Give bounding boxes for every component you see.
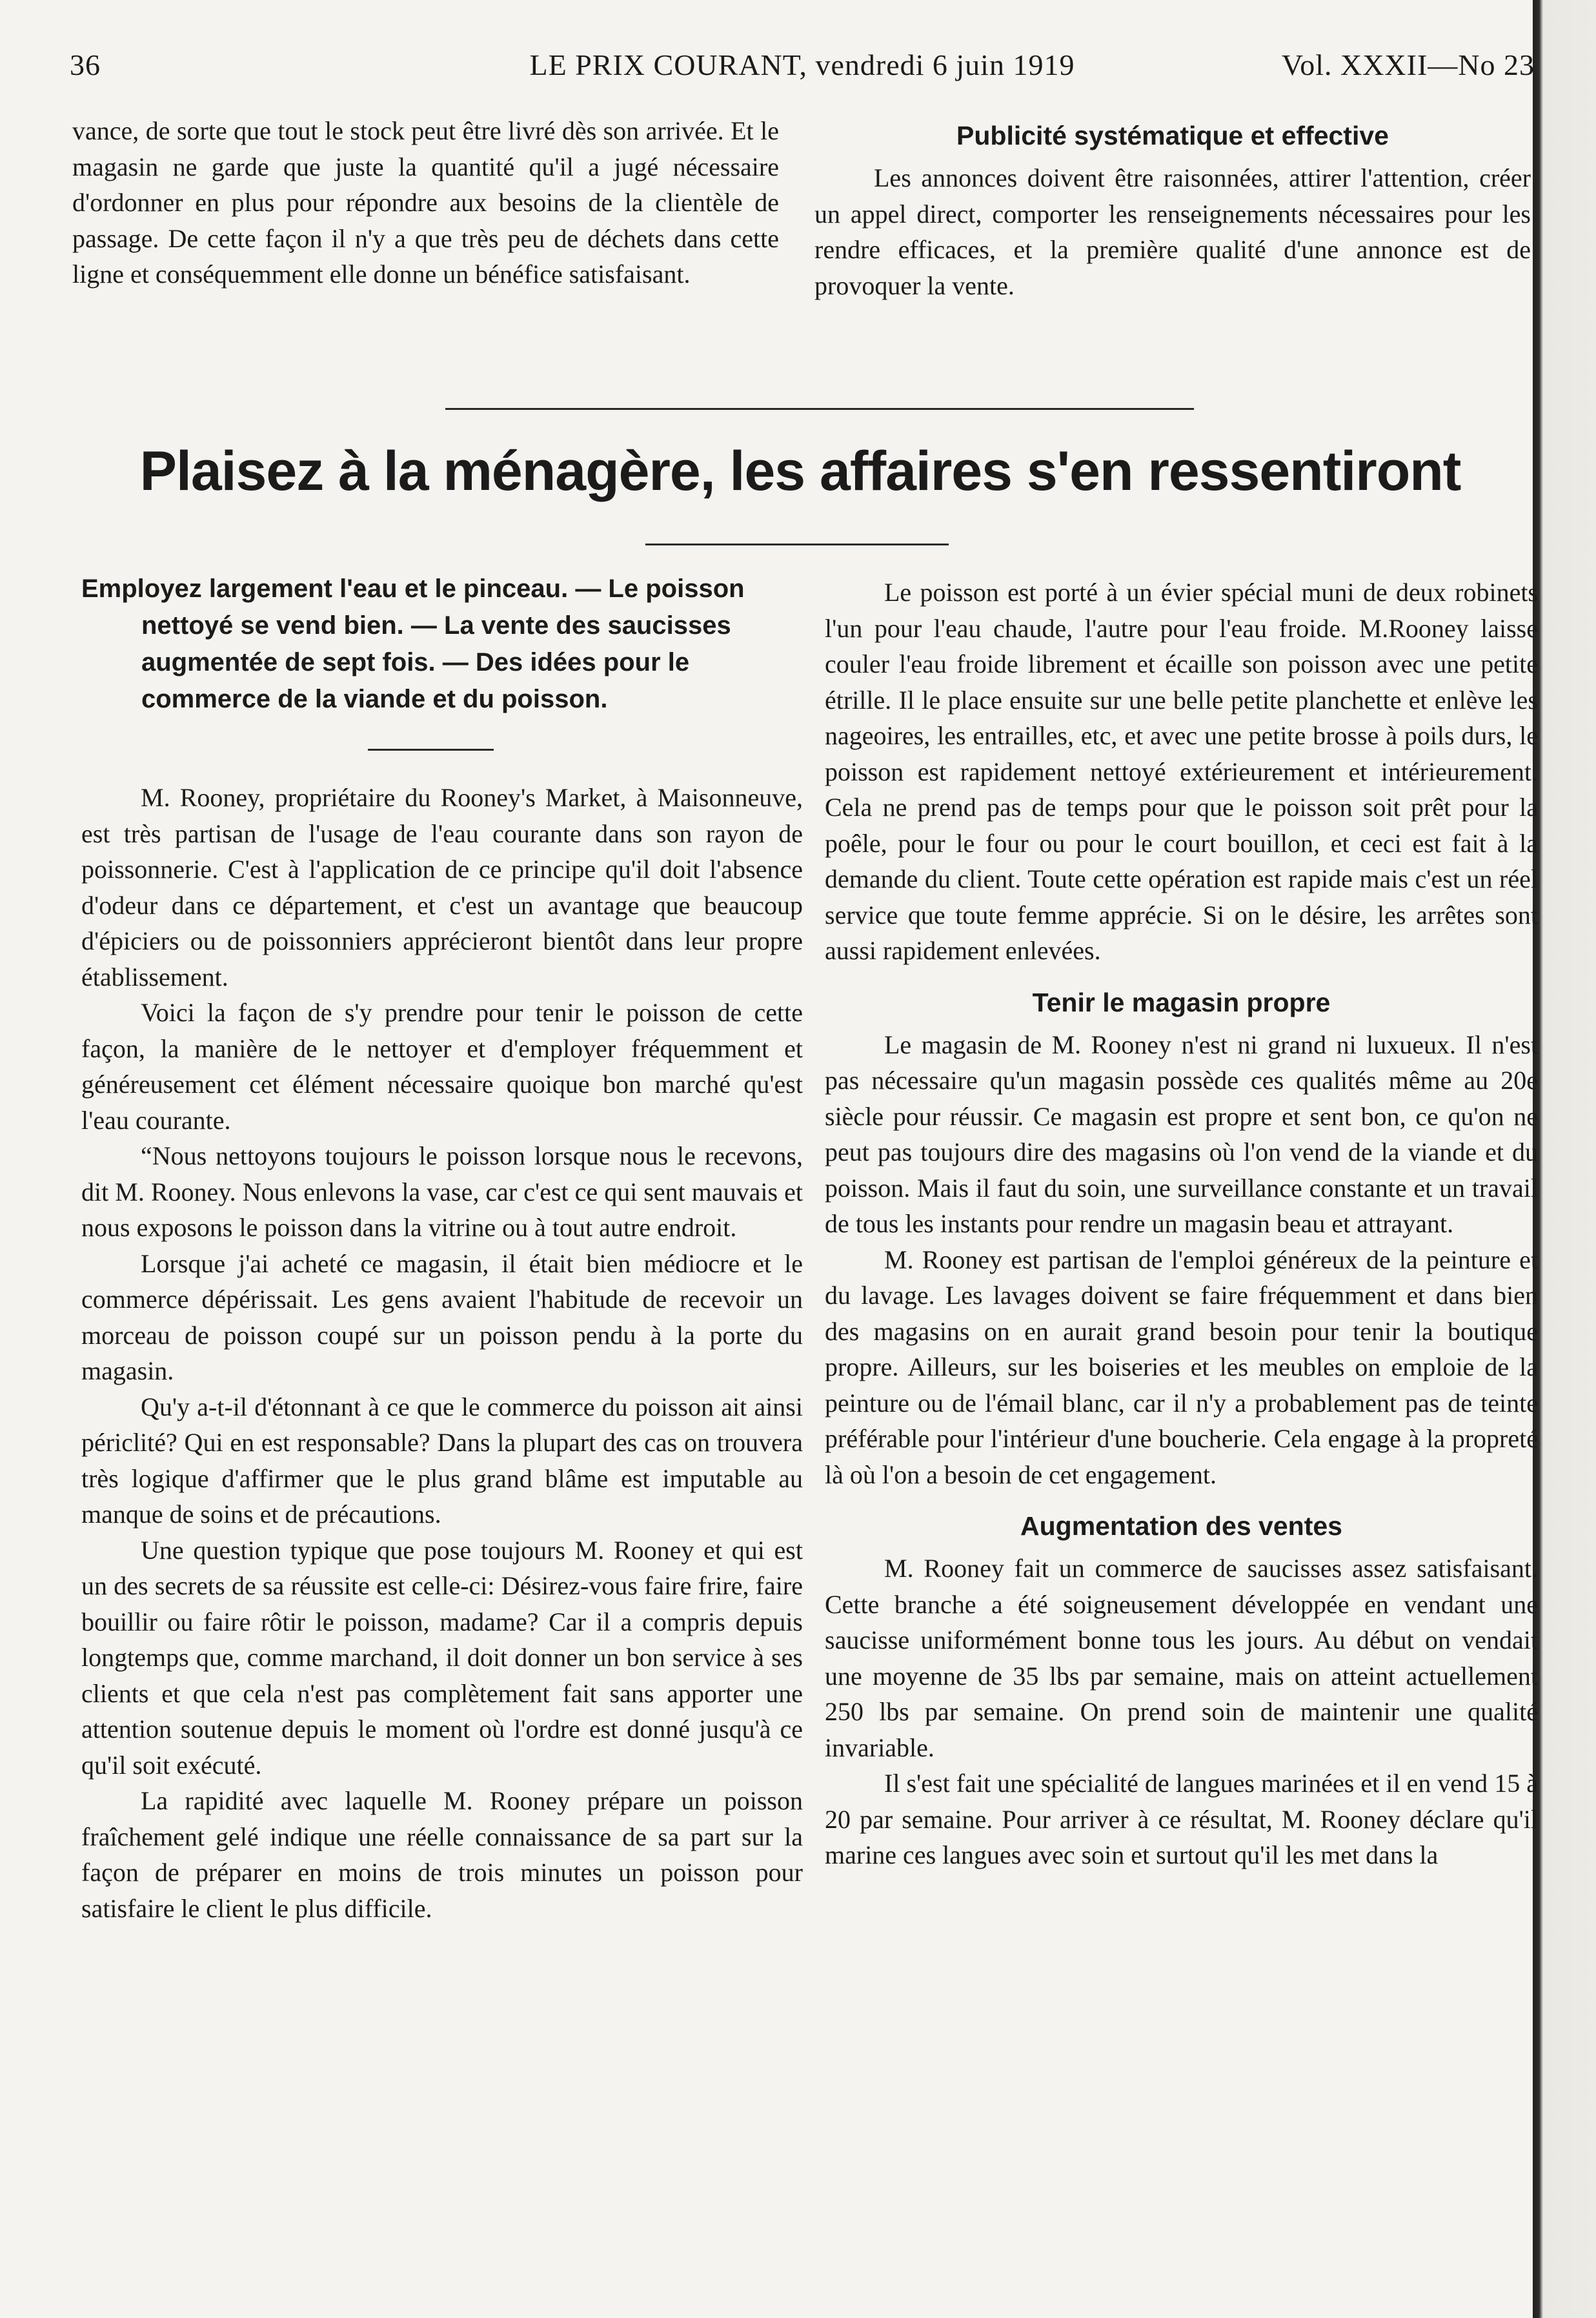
advertising-paragraph: Les annonces doivent être raisonnées, attirer l'attention, créer un appel direct, comporter les renseignements nécessaires pour les rendre efficaces, et la première qualité d'une annonce est de provoquer la vente.	[814, 163, 1531, 300]
body-paragraph: Qu'y a-t-il d'étonnant à ce que le commerce du poisson ait ainsi périclité? Qui en est responsable? Dans la plupart des cas on trouvera très logique d'affirmer que le plus grand blâme est imputable au manque de soins et de précautions.	[81, 1392, 803, 1529]
body-paragraph: M. Rooney est partisan de l'emploi généreux de la peinture et du lavage. Les lavages doivent se faire fréquemment et dans bien des magasins on en aurait grand besoin pour tenir la boutique propre. Ailleurs, sur les boiseries et les meubles on emploie de la peinture ou de l'émail blanc, car il n'y a probablement pas de teinte préférable pour l'intérieur d'une boucherie. Cela engage à la propreté là où l'on a besoin de cet engagement.	[825, 1245, 1538, 1489]
article-left-column	[81, 780, 803, 1926]
article-right-column	[825, 574, 1538, 1873]
article-headline: Plaisez à la ménagère, les affaires s'en ressentiront	[139, 440, 1461, 502]
headline-underline-rule	[645, 544, 949, 545]
body-paragraph: Lorsque j'ai acheté ce magasin, il était bien médiocre et le commerce dépérissait. Les gens avaient l'habitude de recevoir un morceau de poisson coupé sur un poisson pendu à la porte du magasin.	[81, 1248, 803, 1385]
advertising-column	[814, 116, 1531, 303]
continued-text-column	[72, 113, 779, 292]
body-paragraph: M. Rooney fait un commerce de saucisses assez satisfaisant. Cette branche a été soigneusement développée en vendant une saucisse uniformément bonne tous les jours. Au début on vendait une moyenne de 35 lbs par semaine, mais on atteint actuellement 250 lbs par semaine. On prend soin de maintenir une qualité invariable.	[825, 1554, 1538, 1762]
scan-edge-strip	[1533, 0, 1596, 2318]
continued-paragraph: vance, de sorte que tout le stock peut être livré dès son arrivée. Et le magasin ne garde que juste la quantité qu'il a jugé nécessaire d'ordonner en plus pour répondre aux besoins de la clientèle de passage. De cette façon il n'y a que très peu de déchets dans cette ligne et conséquemment elle donne un bénéfice satisfaisant.	[72, 116, 779, 289]
article-deck	[81, 571, 801, 718]
publication-line: LE PRIX COURANT, vendredi 6 juin 1919	[529, 48, 1075, 81]
deck-summary: Employez largement l'eau et le pinceau. — Le poisson nettoyé se vend bien. — La vente des saucisses augmentée de sept fois. — Des idées pour le commerce de la viande et du poisson.	[81, 574, 745, 713]
body-paragraph: Voici la façon de s'y prendre pour tenir le poisson de cette façon, la manière de le nettoyer et d'employer fréquemment et généreusement cet élément nécessaire quoique bon marché qu'est l'eau courante.	[81, 998, 803, 1135]
page-number: 36	[70, 48, 101, 81]
section-divider-rule	[445, 408, 1194, 410]
body-paragraph: M. Rooney, propriétaire du Rooney's Market, à Maisonneuve, est très partisan de l'usage de l'eau courante dans son rayon de poissonnerie. C'est à l'application de ce principe qu'il doit l'absence d'odeur dans ce département, et c'est un avantage que beaucoup d'épiciers ou de poissonniers apprécieront bientôt dans leur propre établissement.	[81, 783, 803, 991]
advertising-heading: Publicité systématique et effective	[956, 121, 1389, 150]
body-paragraph: Une question typique que pose toujours M. Rooney et qui est un des secrets de sa réussite est celle-ci: Désirez-vous faire frire, faire bouillir ou faire rôtir le poisson, madame? Car il a compris depuis longtemps que, comme marchand, il doit donner un bon service à ses clients et que cela n'est pas complètement fait sans apporter une attention soutenue depuis le moment où l'ordre est donné jusqu'à ce qu'il soit exécuté.	[81, 1535, 803, 1780]
body-paragraph: “Nous nettoyons toujours le poisson lorsque nous le recevons, dit M. Rooney. Nous enlevons la vase, car c'est ce qui sent mauvais et nous exposons le poisson dans la vitrine ou à tout autre endroit.	[81, 1141, 803, 1242]
volume-number: Vol. XXXII—No 23	[1281, 48, 1535, 81]
deck-short-rule	[368, 749, 494, 751]
body-paragraph: La rapidité avec laquelle M. Rooney prépare un poisson fraîchement gelé indique une réelle connaissance de sa part sur la façon de préparer en moins de trois minutes un poisson pour satisfaire le client le plus difficile.	[81, 1786, 803, 1923]
body-paragraph: Le magasin de M. Rooney n'est ni grand ni luxueux. Il n'est pas nécessaire qu'un magasin possède ces qualités même au 20e siècle pour réussir. Ce magasin est propre et sent bon, ce qu'on ne peut pas toujours dire des magasins où l'on vend de la viande et du poisson. Mais il faut du soin, une surveillance constante et un travail de tous les instants pour rendre un magasin beau et attrayant.	[825, 1030, 1538, 1238]
body-paragraph: Le poisson est porté à un évier spécial muni de deux robinets l'un pour l'eau chaude, l'autre pour l'eau froide. M.Rooney laisse couler l'eau froide librement et écaille son poisson avec une petite étrille. Il le place ensuite sur une belle petite planchette et enlève les nageoires, les entrailles, etc, et avec une petite brosse à poils durs, le poisson est rapidement nettoyé extérieurement et intérieurement. Cela ne prend pas de temps pour que le poisson soit prêt pour la poêle, pour le four ou pour le court bouillon, et ceci est fait à la demande du client. Toute cette opération est rapide mais c'est un réel service que toute femme apprécie. Si on le désire, les arrêtes sont aussi rapidement enlevées.	[825, 578, 1538, 965]
body-paragraph: Il s'est fait une spécialité de langues marinées et il en vend 15 à 20 par semaine. Pour arriver à ce résultat, M. Rooney déclare qu'il marine ces langues avec soin et surtout qu'il les met dans la	[825, 1769, 1538, 1869]
page-header	[70, 48, 1535, 93]
section-heading-clean-store: Tenir le magasin propre	[1032, 987, 1331, 1017]
section-heading-sales-increase: Augmentation des ventes	[1020, 1511, 1342, 1541]
